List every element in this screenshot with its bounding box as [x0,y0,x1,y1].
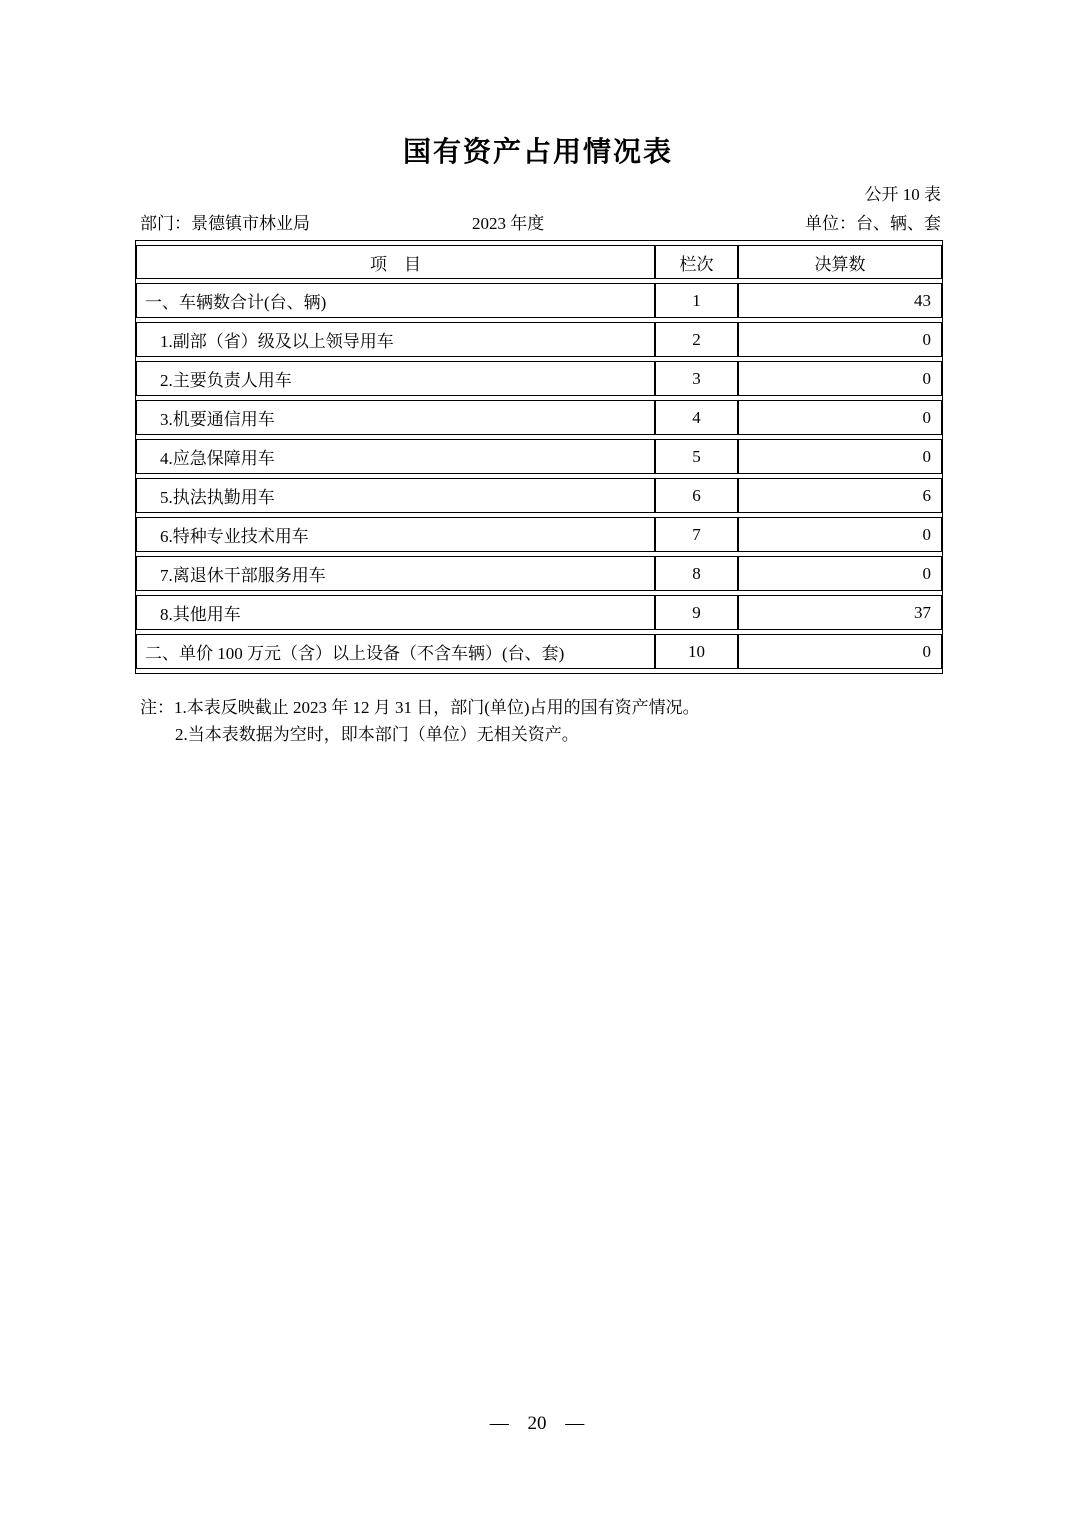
fiscal-year-label: 2023 年度 [472,214,545,233]
value-cell: 37 [738,595,942,630]
value-cell: 0 [738,439,942,474]
value-cell: 0 [738,556,942,591]
item-cell: 6.特种专业技术用车 [136,517,655,552]
item-cell: 8.其他用车 [136,595,655,630]
item-cell: 5.执法执勤用车 [136,478,655,513]
line-no-cell: 3 [655,361,738,396]
item-cell: 3.机要通信用车 [136,400,655,435]
item-cell: 二、单价 100 万元（含）以上设备（不含车辆）(台、套) [136,634,655,669]
table-row [136,400,942,435]
document-content [135,0,941,748]
department-label: 部门：景德镇市林业局 [140,214,310,233]
line-no-cell: 1 [655,283,738,318]
line-no-cell: 10 [655,634,738,669]
line-no-cell: 9 [655,595,738,630]
table-header-row [136,245,942,279]
table-row [136,556,942,591]
table-row [136,517,942,552]
item-cell: 2.主要负责人用车 [136,361,655,396]
table-row [136,634,942,669]
table-row [136,595,942,630]
page-number: — 20 — [489,1413,585,1434]
table-row [136,439,942,474]
line-no-cell: 4 [655,400,738,435]
header-line-no: 栏次 [655,245,738,279]
value-cell: 43 [738,283,942,318]
table-notes [135,694,941,748]
asset-table-body [136,283,942,669]
item-cell: 一、车辆数合计(台、辆) [136,283,655,318]
value-cell: 0 [738,517,942,552]
value-cell: 0 [738,361,942,396]
table-meta-line [135,210,941,238]
line-no-cell: 8 [655,556,738,591]
header-item: 项 目 [136,245,655,279]
value-cell: 0 [738,634,942,669]
page-title: 国有资产占用情况表 [402,136,673,167]
table-row [136,283,942,318]
unit-label: 单位：台、辆、套 [805,214,941,233]
value-cell: 6 [738,478,942,513]
note-line-1: 注：1.本表反映截止 2023 年 12 月 31 日，部门(单位)占用的国有资产情况。 [140,698,700,717]
item-cell: 4.应急保障用车 [136,439,655,474]
line-no-cell: 5 [655,439,738,474]
note-line-2: 2.当本表数据为空时，即本部门（单位）无相关资产。 [175,725,579,744]
table-row [136,361,942,396]
line-no-cell: 2 [655,322,738,357]
line-no-cell: 7 [655,517,738,552]
public-table-label: 公开 10 表 [864,185,941,204]
table-row [136,322,942,357]
line-no-cell: 6 [655,478,738,513]
item-cell: 1.副部（省）级及以上领导用车 [136,322,655,357]
value-cell: 0 [738,322,942,357]
header-final-amount: 决算数 [738,245,942,279]
table-row [136,478,942,513]
item-cell: 7.离退休干部服务用车 [136,556,655,591]
value-cell: 0 [738,400,942,435]
asset-occupancy-table [135,240,943,674]
